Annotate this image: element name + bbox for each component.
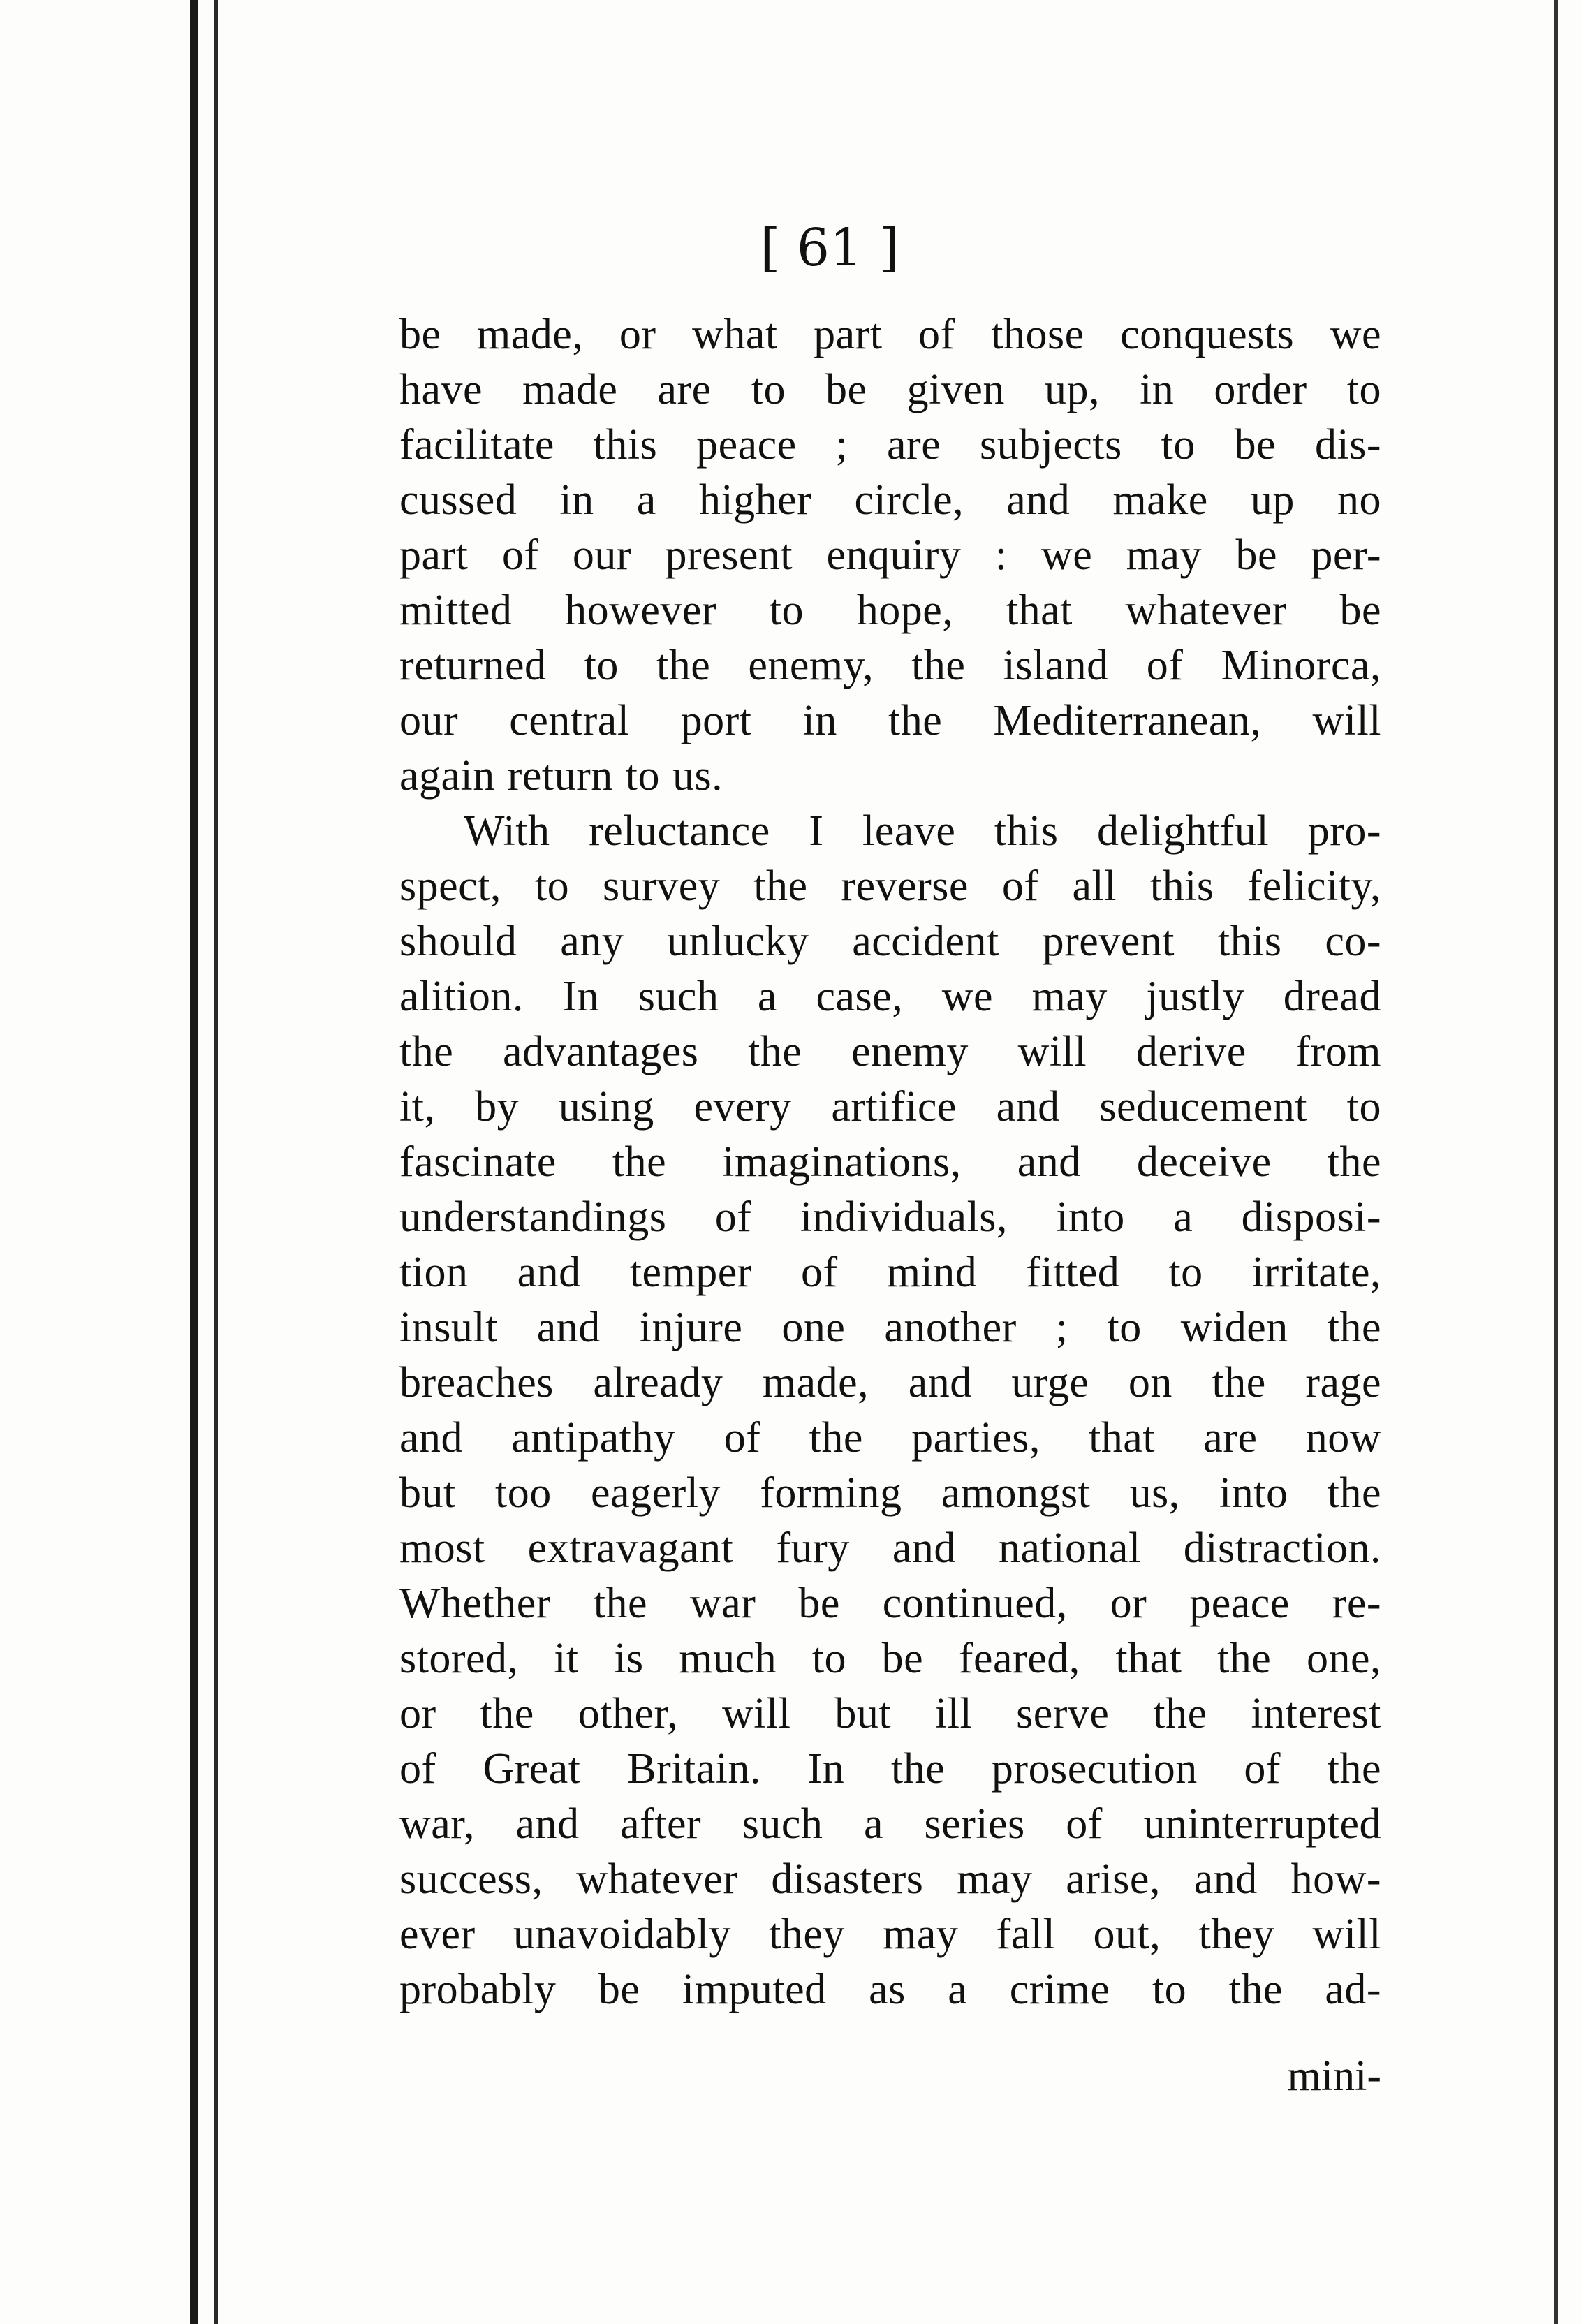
text-line: probably be imputed as a crime to the ad- <box>399 1966 1381 2013</box>
text-line: be made, or what part of those conquests we <box>399 311 1381 358</box>
text-line: and antipathy of the parties, that are now <box>399 1414 1381 1462</box>
text-line: our central port in the Mediterranean, will <box>399 697 1381 744</box>
text-line: of Great Britain. In the prosecution of the <box>399 1745 1381 1793</box>
text-line: should any unlucky accident prevent this co- <box>399 918 1381 965</box>
text-line: success, whatever disasters may arise, and how- <box>399 1855 1381 1903</box>
catchword: mini- <box>1287 2052 1381 2100</box>
text-line: have made are to be given up, in order to <box>399 366 1381 413</box>
text-line: again return to us. <box>399 752 723 800</box>
text-line: facilitate this peace ; are subjects to be dis- <box>399 421 1381 469</box>
text-line: tion and temper of mind fitted to irritate, <box>399 1249 1381 1296</box>
text-line: spect, to survey the reverse of all this felicity, <box>399 862 1381 910</box>
text-line: most extravagant fury and national distraction. <box>399 1524 1381 1572</box>
text-line: breaches already made, and urge on the rage <box>399 1359 1381 1406</box>
text-line: alition. In such a case, we may justly dread <box>399 973 1381 1020</box>
text-line: cussed in a higher circle, and make up no <box>399 476 1381 524</box>
text-line: but too eagerly forming amongst us, into the <box>399 1469 1381 1517</box>
text-line: part of our present enquiry : we may be per- <box>399 531 1381 579</box>
text-line: Whether the war be continued, or peace re- <box>399 1580 1381 1627</box>
binding-edge <box>214 0 218 2324</box>
text-line: or the other, will but ill serve the interest <box>399 1690 1381 1737</box>
text-line: stored, it is much to be feared, that the one, <box>399 1635 1381 1682</box>
page-number-text: [ 61 ] <box>760 218 899 278</box>
text-line: mitted however to hope, that whatever be <box>399 587 1381 634</box>
text-line: it, by using every artifice and seducement to <box>399 1083 1381 1131</box>
text-line: insult and injure one another ; to widen the <box>399 1304 1381 1351</box>
body-text <box>399 307 1381 2017</box>
text-line: ever unavoidably they may fall out, they will <box>399 1911 1381 1958</box>
page-number <box>0 218 1581 278</box>
page-edge <box>1554 0 1558 2324</box>
gutter-shadow <box>190 0 198 2324</box>
text-line: understandings of individuals, into a disposi- <box>399 1193 1381 1241</box>
text-line: fascinate the imaginations, and deceive the <box>399 1138 1381 1186</box>
text-line: returned to the enemy, the island of Minorca, <box>399 642 1381 689</box>
text-line: the advantages the enemy will derive from <box>399 1028 1381 1075</box>
text-line: war, and after such a series of uninterrupted <box>399 1800 1381 1848</box>
paragraph-start-line: With reluctance I leave this delightful pro- <box>464 807 1381 855</box>
